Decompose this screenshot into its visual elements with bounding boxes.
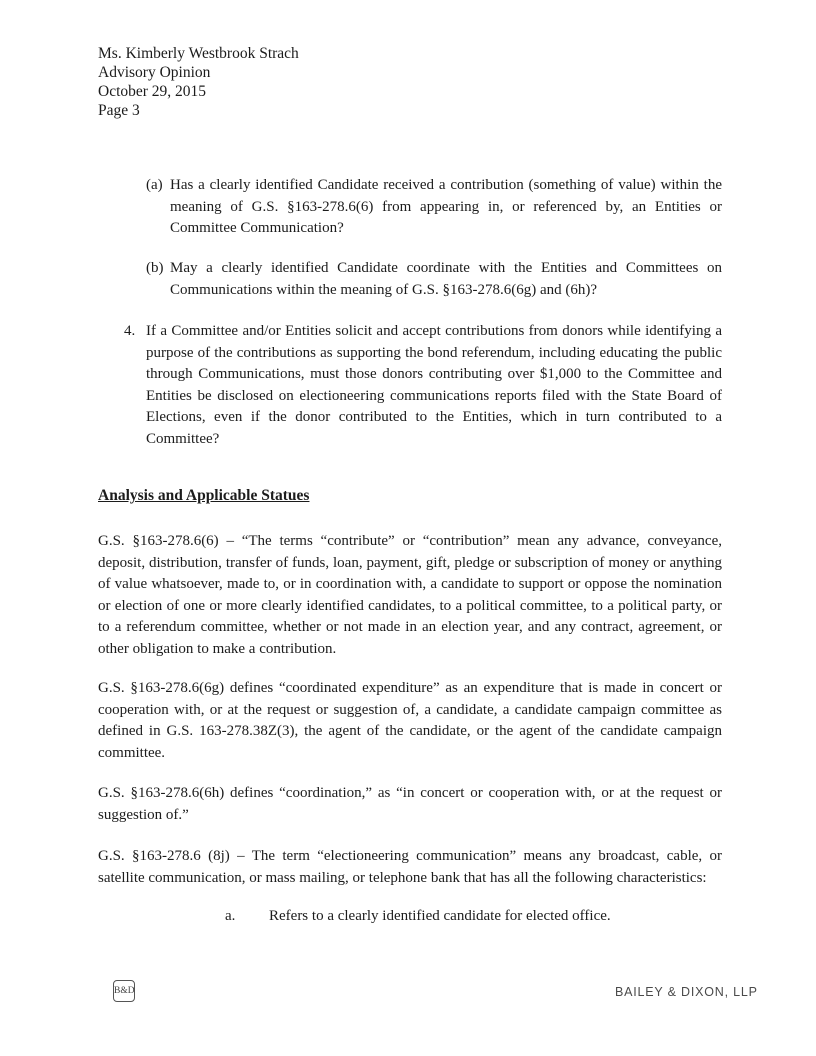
analysis-paragraph-electioneering: G.S. §163-278.6 (8j) – The term “electioneering communication” means any broadcast, cable, or satellite communication, or mass mailing, or telephone bank that has all the following characteristics: bbox=[98, 848, 722, 886]
subject-line: Advisory Opinion bbox=[98, 64, 211, 81]
question-3b-text: May a clearly identified Candidate coordinate with the Entities and Committees on Communications within the meaning of G.S. §163-278.6(6g) and (6h)? bbox=[170, 260, 722, 298]
page-number: Page 3 bbox=[98, 102, 140, 119]
letter-date: October 29, 2015 bbox=[98, 83, 207, 100]
question-3a-text: Has a clearly identified Candidate received a contribution (something of value) within the meaning of G.S. §163-278.6(6) from appearing in, or referenced by, an Entities or Committee Communication? bbox=[170, 177, 722, 237]
recipient-name: Ms. Kimberly Westbrook Strach bbox=[98, 45, 299, 62]
question-3a-label: (a) bbox=[146, 177, 163, 193]
analysis-paragraph-coordination: G.S. §163-278.6(6h) defines “coordination,” as “in concert or cooperation with, or at the request or suggestion of.” bbox=[98, 785, 722, 823]
question-4-text: If a Committee and/or Entities solicit and accept contributions from donors while identifying a purpose of the contributions as supporting the bond referendum, including educating the public through Communications, must those donors contributing over $1,000 to the Committee and Entities be disclosed on electioneering communications reports filed with the State Board of Elections, even if the donor contributed to the Entities, which in turn contributed to a Committee? bbox=[146, 323, 722, 447]
analysis-paragraph-contribution: G.S. §163-278.6(6) – “The terms “contribute” or “contribution” mean any advance, conveyance, deposit, distribution, transfer of funds, loan, payment, gift, pledge or subscription of money or anything of value whatsoever, made to, or in coordination with, a candidate to support or oppose the nomination or election of one or more clearly identified candidates, to a political committee, to a political party, or to a referendum committee, whether or not made in an election year, and any contract, agreement, or other obligation to make a contribution. bbox=[98, 533, 722, 657]
firm-name: BAILEY & DIXON, LLP bbox=[615, 985, 758, 999]
list-item-a-label: a. bbox=[225, 908, 236, 924]
list-item-a-text: Refers to a clearly identified candidate for elected office. bbox=[269, 908, 611, 924]
letter-header bbox=[98, 44, 299, 120]
firm-logo: B&D bbox=[113, 980, 135, 1002]
analysis-paragraph-coordinated-expenditure: G.S. §163-278.6(6g) defines “coordinated expenditure” as an expenditure that is made in concert or cooperation with, or at the request or suggestion of, a candidate, a candidate campaign committee as defined in G.S. 163-278.38Z(3), the agent of the candidate, or the agent of the candidate campaign committee. bbox=[98, 680, 722, 761]
analysis-heading: Analysis and Applicable Statues bbox=[98, 487, 310, 504]
question-4-label: 4. bbox=[124, 323, 136, 339]
question-3b-label: (b) bbox=[146, 260, 164, 276]
